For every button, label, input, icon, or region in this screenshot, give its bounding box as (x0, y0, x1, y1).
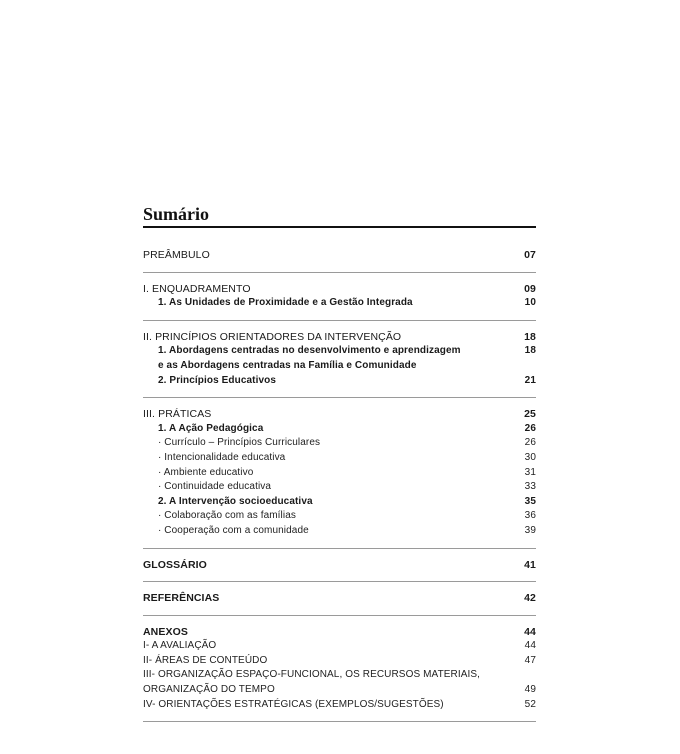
entry-label: e as Abordagens centradas na Família e Comunidade (158, 359, 417, 371)
entry-label: · Currículo – Princípios Curriculares (158, 437, 321, 449)
entry-label: · Cooperação com a comunidade (158, 524, 309, 536)
entry-label: 2. Princípios Educativos (158, 374, 276, 386)
section-divider (143, 320, 536, 321)
entry-label: PREÂMBULO (143, 249, 210, 261)
entry-page: 41 (524, 558, 536, 571)
entry-label: 2. A Intervenção socioeducativa (158, 495, 313, 507)
section-preambulo (143, 248, 536, 263)
toc-entry-avaliacao[interactable] (143, 639, 536, 654)
entry-label: 1. A Ação Pedagógica (158, 422, 264, 434)
toc-entry-unidades[interactable] (143, 296, 536, 311)
toc-entry-organizacao-espaco[interactable] (143, 668, 536, 683)
toc-entry-cooperacao[interactable] (143, 524, 536, 539)
toc-entry-areas-conteudo[interactable] (143, 654, 536, 669)
entry-page: 39 (524, 524, 536, 536)
toc-entry-principios-educativos[interactable] (143, 374, 536, 389)
entry-page: 44 (524, 625, 536, 638)
section-referencias (143, 591, 536, 606)
section-enquadramento (143, 282, 536, 311)
toc-entry-curriculo[interactable] (143, 436, 536, 451)
section-divider (143, 272, 536, 273)
entry-label: II- ÁREAS DE CONTEÚDO (143, 654, 268, 666)
toc-entry-anexos[interactable] (143, 625, 536, 640)
toc-entry-ambiente[interactable] (143, 466, 536, 481)
entry-page: 31 (524, 466, 536, 478)
entry-page: 07 (524, 249, 536, 261)
entry-page: 36 (524, 510, 536, 522)
toc-entry-abordagens-continued[interactable] (143, 359, 536, 374)
entry-page: 44 (524, 640, 536, 652)
entry-page: 18 (524, 345, 536, 357)
entry-label: II. PRINCÍPIOS ORIENTADORES DA INTERVENÇÃO (143, 330, 402, 343)
section-principios (143, 330, 536, 388)
entry-label: III- ORGANIZAÇÃO ESPAÇO-FUNCIONAL, OS RECURSOS MATERIAIS, (143, 669, 481, 681)
entry-page: 33 (524, 481, 536, 493)
entry-page: 21 (524, 374, 536, 386)
entry-page: 42 (524, 592, 536, 605)
entry-label: ORGANIZAÇÃO DO TEMPO (143, 684, 275, 696)
table-of-contents (143, 203, 536, 731)
entry-label: REFERÊNCIAS (143, 592, 220, 605)
entry-page: 52 (524, 698, 536, 710)
toc-entry-enquadramento[interactable] (143, 282, 536, 297)
entry-label: · Continuidade educativa (158, 481, 272, 493)
entry-label: 1. Abordagens centradas no desenvolvimento e aprendizagem (158, 345, 461, 357)
section-praticas (143, 407, 536, 538)
toc-entry-abordagens[interactable] (143, 344, 536, 359)
entry-page: 49 (524, 684, 536, 696)
entry-page: 26 (524, 437, 536, 449)
section-anexos (143, 625, 536, 713)
entry-label: · Intencionalidade educativa (158, 451, 286, 463)
entry-page: 47 (524, 654, 536, 666)
entry-page: 25 (524, 408, 536, 421)
section-divider (143, 721, 536, 722)
entry-label: · Ambiente educativo (158, 466, 254, 478)
toc-entry-orientacoes[interactable] (143, 698, 536, 713)
section-glossario (143, 558, 536, 573)
entry-label: I. ENQUADRAMENTO (143, 282, 251, 295)
entry-page: 09 (524, 282, 536, 295)
section-divider (143, 615, 536, 616)
entry-label: GLOSSÁRIO (143, 558, 207, 571)
entry-page: 26 (524, 422, 536, 434)
entry-page: 30 (524, 451, 536, 463)
entry-label: I- A AVALIAÇÃO (143, 640, 217, 652)
toc-entry-organizacao-tempo[interactable] (143, 683, 536, 698)
page-title: Sumário (143, 204, 210, 224)
section-divider (143, 548, 536, 549)
toc-entry-acao-pedagogica[interactable] (143, 422, 536, 437)
entry-page: 10 (524, 297, 536, 309)
toc-entry-praticas[interactable] (143, 407, 536, 422)
toc-entry-referencias[interactable] (143, 591, 536, 606)
toc-entry-continuidade[interactable] (143, 480, 536, 495)
entry-page: 35 (524, 495, 536, 507)
toc-entry-preambulo[interactable] (143, 248, 536, 263)
section-divider (143, 397, 536, 398)
toc-entry-intervencao[interactable] (143, 495, 536, 510)
entry-label: ANEXOS (143, 625, 188, 638)
section-divider (143, 581, 536, 582)
entry-label: IV- ORIENTAÇÕES ESTRATÉGICAS (EXEMPLOS/SUGESTÕES) (143, 698, 444, 710)
toc-entry-principios[interactable] (143, 330, 536, 345)
entry-label: III. PRÁTICAS (143, 408, 212, 421)
toc-entry-glossario[interactable] (143, 558, 536, 573)
entry-label: · Colaboração com as famílias (158, 510, 296, 522)
entry-page: 18 (524, 330, 536, 343)
toc-entry-colaboracao[interactable] (143, 509, 536, 524)
title-divider (143, 226, 536, 228)
entry-label: 1. As Unidades de Proximidade e a Gestão Integrada (158, 297, 413, 309)
toc-entry-intencionalidade[interactable] (143, 451, 536, 466)
